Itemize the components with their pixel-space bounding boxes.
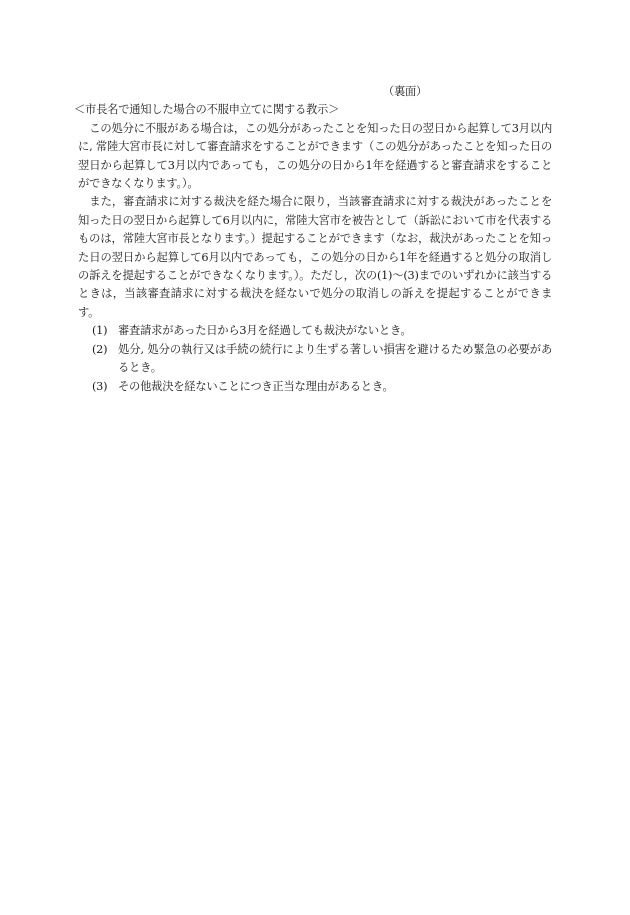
list-item-text: 処分, 処分の執行又は手続の続行により生ずる著しい損害を避けるため緊急の必要があるとき。	[118, 342, 552, 375]
list-item-number: (3)	[92, 379, 108, 393]
paragraph-revocation-suit: また，審査請求に対する裁決を経た場合に限り，当該審査請求に対する裁決があったことを知った日の翌日から起算して6月以内に，常陸大宮市を被告として（訴訟において市を代表するものは，常陸大宮市長となります。）提起することができます（なお，裁決があったことを知った日の翌日から起算して6月以内であっても，この処分の日から1年を経過すると処分の取消しの訴えを提起することができなくなります。）。ただし，次の(1)～(3)までのいずれかに該当するときは，当該審査請求に対する裁決を経ないで処分の取消しの訴えを提起することができます。	[78, 195, 552, 319]
list-item-text: 審査請求があった日から3月を経過しても裁決がないとき。	[118, 324, 412, 338]
reverse-side-label: （裏面）	[382, 85, 428, 98]
document-body	[74, 83, 552, 396]
list-item-text: その他裁決を経ないことにつき正当な理由があるとき。	[118, 379, 394, 393]
notice-heading: ＜市長名で通知した場合の不服申立てに関する教示＞	[74, 103, 340, 117]
list-item-3	[92, 378, 552, 396]
paragraph-review-request: この処分に不服がある場合は，この処分があったことを知った日の翌日から起算して3月以内に, 常陸大宮市長に対して審査請求をすることができます（この処分があったことを知った日の翌日から起算して3月以内であっても，この処分の日から1年を経過すると審査請求をすることができなくなります。）。	[78, 121, 552, 191]
list-item-1	[92, 322, 552, 340]
list-item-number: (2)	[92, 342, 108, 356]
list-item-number: (1)	[92, 324, 108, 338]
list-item-2	[92, 341, 552, 378]
